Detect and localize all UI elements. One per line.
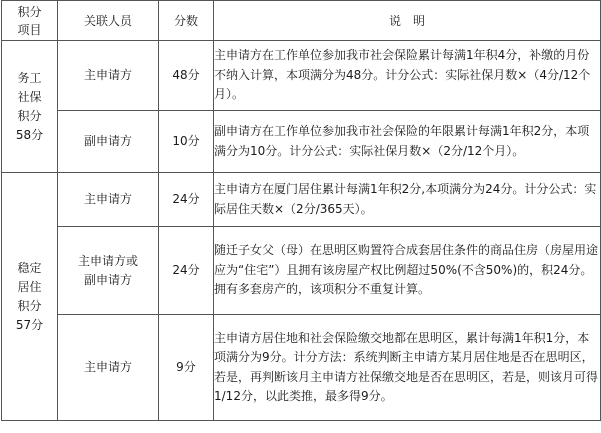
- table-row: [2, 315, 601, 421]
- header-points: 分数: [159, 1, 214, 41]
- header-row: [2, 1, 601, 41]
- description-text: 主申请方在工作单位参加我市社会保险累计每满1年积4分，补缴的月份不纳入计算，本项满分为48分。计分公式：实际社保月数×（4分/12个月）。: [214, 41, 601, 111]
- table-row: [2, 173, 601, 227]
- table-row: [2, 227, 601, 315]
- table-row: [2, 41, 601, 111]
- description-text: 主申请方在厦门居住累计每满1年积2分,本项满分为24分。计分公式：实际居住天数×（2分/365天）。: [214, 173, 601, 227]
- related-person: 主申请方: [58, 41, 159, 111]
- header-category: 积分 项目: [2, 1, 58, 41]
- related-person: 主申请方: [58, 315, 159, 421]
- related-person: 主申请方: [58, 173, 159, 227]
- related-person: 副申请方: [58, 111, 159, 173]
- points-value: 48分: [159, 41, 214, 111]
- header-description: 说明: [214, 1, 601, 41]
- points-value: 10分: [159, 111, 214, 173]
- category-stable-residence: 稳定 居住 积分 57分: [2, 173, 58, 421]
- table-row: [2, 111, 601, 173]
- score-table: [1, 0, 601, 421]
- description-text: 副申请方在工作单位参加我市社会保险的年限累计每满1年积2分，本项满分为10分。计分公式：实际社保月数×（2分/12个月）。: [214, 111, 601, 173]
- description-text: 随迁子女父（母）在思明区购置符合成套居住条件的商品住房（房屋用途应为“住宅”）且拥有该房屋产权比例超过50%(不含50%)的，积24分。拥有多套房产的，该项积分不重复计算。: [214, 227, 601, 315]
- points-value: 9分: [159, 315, 214, 421]
- points-value: 24分: [159, 173, 214, 227]
- category-work-insurance: 务工 社保 积分 58分: [2, 41, 58, 173]
- header-person: 关联人员: [58, 1, 159, 41]
- description-text: 主申请方居住地和社会保险缴交地都在思明区，累计每满1年积1分，本项满分为9分。计分方法：系统判断主申请方某月居住地是否在思明区，若是，再判断该月主申请方社保缴交地是否在思明区，若是，则该月可得1/12分，以此类推，最多得9分。: [214, 315, 601, 421]
- points-value: 24分: [159, 227, 214, 315]
- related-person: 主申请方或 副申请方: [58, 227, 159, 315]
